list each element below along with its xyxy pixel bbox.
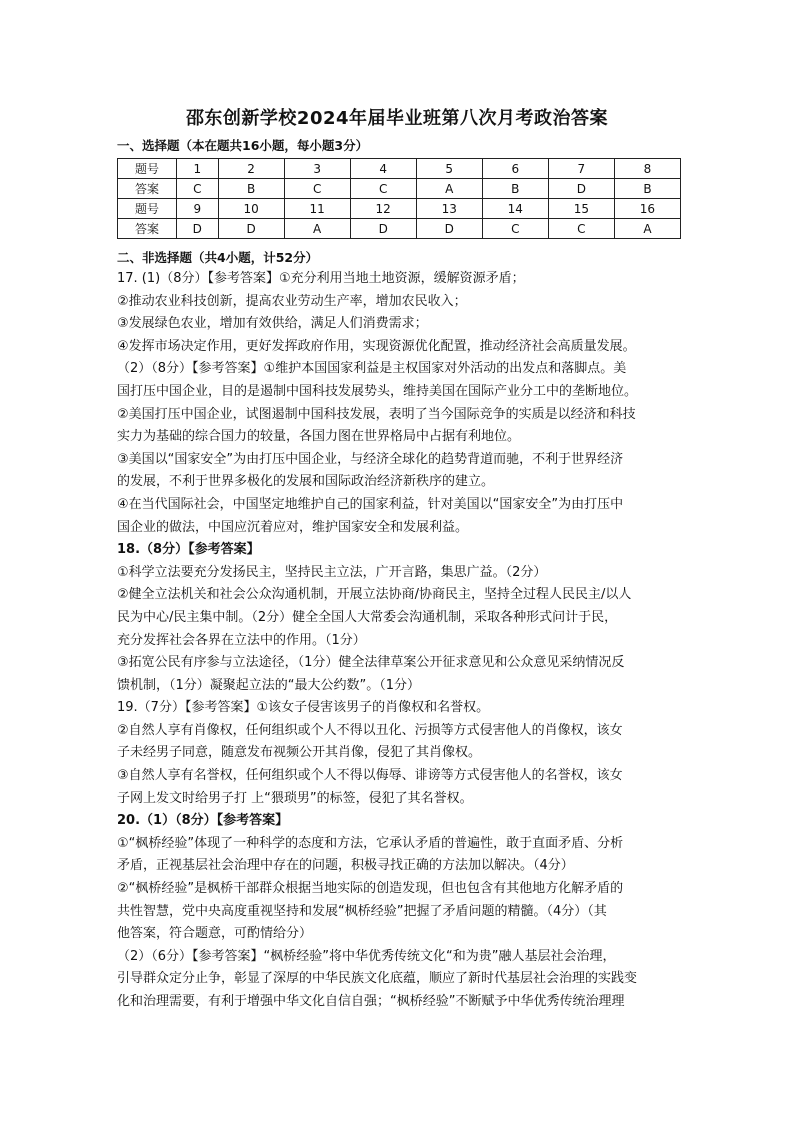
answer-line: ②“枫桥经验”是枫桥干部群众根据当地实际的创造发现，但也包含有其他地方化解矛盾的	[117, 881, 624, 897]
table-row-header: 题号	[118, 199, 177, 219]
table-cell: D	[218, 219, 284, 239]
table-cell: A	[284, 219, 350, 239]
table-cell: 10	[218, 199, 284, 219]
answer-line: ①科学立法要充分发扬民主，坚持民主立法，广开言路，集思广益。（2分）	[117, 564, 547, 580]
table-cell: D	[416, 219, 482, 239]
answer-line: ③自然人享有名誉权，任何组织或个人不得以侮辱、诽谤等方式侵害他人的名誉权，该女	[117, 768, 623, 784]
table-cell: B	[482, 179, 548, 199]
table-cell: 12	[350, 199, 416, 219]
answer-line: ②健全立法机关和社会公众沟通机制，开展立法协商/协商民主，坚持全过程人民民主/以人	[117, 587, 632, 603]
table-cell: 6	[482, 159, 548, 179]
table-cell: 11	[284, 199, 350, 219]
answer-line: 共性智慧，党中央高度重视坚持和发展“枫桥经验”把握了矛盾问题的精髓。（4分）（其	[117, 903, 607, 919]
table-cell: 13	[416, 199, 482, 219]
table-cell: 15	[548, 199, 614, 219]
table-cell: 8	[614, 159, 680, 179]
answer-line: ④在当代国际社会，中国坚定地维护自己的国家利益，针对美国以“国家安全”为由打压中	[117, 496, 624, 512]
table-row-header: 题号	[118, 159, 177, 179]
table-cell: D	[177, 219, 219, 239]
table-cell: 14	[482, 199, 548, 219]
answer-line: ②自然人享有肖像权，任何组织或个人不得以丑化、污损等方式侵害他人的肖像权，该女	[117, 722, 623, 738]
table-cell: C	[177, 179, 219, 199]
section-heading-nonchoice: 二、非选择题（共4小题，计52分）	[117, 250, 319, 265]
answer-text-block	[117, 268, 681, 1014]
table-row-header: 答案	[118, 179, 177, 199]
table-cell: C	[482, 219, 548, 239]
answer-line: 子未经男子同意，随意发布视频公开其肖像，侵犯了其肖像权。	[117, 745, 482, 761]
answer-line: （2）（6分）【参考答案】“枫桥经验”将中华优秀传统文化“和为贵”融人基层社会治理，	[117, 948, 616, 964]
answer-line: 充分发挥社会各界在立法中的作用。（1分）	[117, 632, 366, 648]
answer-line: 19.（7分）【参考答案】①该女子侵害该男子的肖像权和名誉权。	[117, 700, 490, 716]
table-row	[118, 219, 681, 239]
answer-line: ③美国以“国家安全”为由打压中国企业，与经济全球化的趋势背道而驰，不利于世界经济	[117, 451, 624, 467]
section-heading-choice: 一、选择题（本在题共16小题，每小题3分）	[117, 138, 369, 153]
answer-table	[117, 158, 681, 239]
table-cell: 2	[218, 159, 284, 179]
answer-line: 引导群众定分止争，彰显了深厚的中华民族文化底蕴，顺应了新时代基层社会治理的实践变	[117, 971, 638, 987]
answer-line: ②美国打压中国企业，试图遏制中国科技发展，表明了当今国际竞争的实质是以经济和科技	[117, 406, 636, 422]
table-cell: 16	[614, 199, 680, 219]
table-cell: 7	[548, 159, 614, 179]
table-cell: 9	[177, 199, 219, 219]
page-title: 邵东创新学校2024年届毕业班第八次月考政治答案	[185, 108, 609, 129]
table-row	[118, 159, 681, 179]
table-cell: 4	[350, 159, 416, 179]
answer-line: ③拓宽公民有序参与立法途径，（1分）健全法律草案公开征求意见和公众意见采纳情况反	[117, 655, 625, 671]
table-cell: D	[548, 179, 614, 199]
table-cell: A	[416, 179, 482, 199]
table-cell: C	[284, 179, 350, 199]
answer-line: 子网上发文时给男子打 上“猥琐男”的标签，侵犯了其名誉权。	[117, 790, 473, 806]
table-row-header: 答案	[118, 219, 177, 239]
answer-line: ③发展绿色农业，增加有效供给，满足人们消费需求；	[117, 316, 428, 332]
table-cell: A	[614, 219, 680, 239]
table-cell: B	[218, 179, 284, 199]
answer-line: 化和治理需要，有利于增强中华文化自信自强；“枫桥经验”不断赋予中华优秀传统治理理	[117, 994, 625, 1009]
table-cell: C	[548, 219, 614, 239]
answer-line: 国企业的做法，中国应沉着应对，维护国家安全和发展利益。	[117, 519, 469, 535]
answer-line: 矛盾，正视基层社会治理中存在的问题，积极寻找正确的方法加以解决。（4分）	[117, 858, 574, 874]
table-cell: 1	[177, 159, 219, 179]
answer-line: 17. (1)（8分）【参考答案】①充分利用当地土地资源，缓解资源矛盾；	[117, 271, 525, 286]
table-cell: D	[350, 219, 416, 239]
table-cell: 5	[416, 159, 482, 179]
answer-line: （2）（8分）【参考答案】①维护本国国家利益是主权国家对外活动的出发点和落脚点。美	[117, 361, 627, 377]
answer-line: 的发展，不利于世界多极化的发展和国际政治经济新秩序的建立。	[117, 474, 495, 490]
answer-line: 国打压中国企业，目的是遏制中国科技发展势头，维持美国在国际产业分工中的垄断地位。	[117, 383, 638, 399]
table-cell: B	[614, 179, 680, 199]
table-row	[118, 199, 681, 219]
answer-line: 20.（1）（8分）【参考答案】	[117, 813, 289, 829]
answer-line: 18.（8分）【参考答案】	[117, 542, 260, 558]
answer-line: ②推动农业科技创新，提高农业劳动生产率，增加农民收入；	[117, 293, 467, 309]
table-cell: 3	[284, 159, 350, 179]
answer-line: 实力为基础的综合国力的较量，各国力图在世界格局中占据有利地位。	[117, 429, 521, 445]
table-row	[118, 179, 681, 199]
answer-line: ①“枫桥经验”体现了一种科学的态度和方法，它承认矛盾的普遍性，敢于直面矛盾、分析	[117, 835, 624, 851]
answer-line: 他答案，符合题意，可酌情给分）	[117, 926, 313, 942]
answer-line: 馈机制，（1分）凝聚起立法的“最大公约数”。（1分）	[117, 677, 421, 693]
answer-line: ④发挥市场决定作用，更好发挥政府作用，实现资源优化配置，推动经济社会高质量发展。	[117, 338, 636, 354]
answer-line: 民为中心/民主集中制。（2分）健全全国人大常委会沟通机制，采取各种形式问计于民，	[117, 609, 618, 625]
table-cell: C	[350, 179, 416, 199]
